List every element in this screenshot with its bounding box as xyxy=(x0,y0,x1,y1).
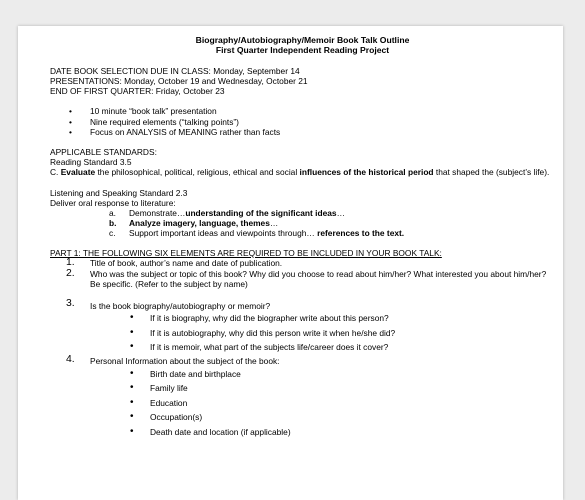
list-item xyxy=(109,218,555,228)
list-item xyxy=(69,127,555,137)
bullet-icon: • xyxy=(130,396,134,408)
list-item-text: Education xyxy=(150,397,188,408)
list-item-text: 10 minute “book talk” presentation xyxy=(90,106,217,117)
list-item xyxy=(69,117,555,127)
title-line-2: First Quarter Independent Reading Project xyxy=(215,45,390,56)
item-text: Personal Information about the subject of the book: xyxy=(90,356,280,367)
item-3-sub-list xyxy=(50,311,555,355)
list-letter: a. xyxy=(109,208,116,219)
standard-c-paragraph xyxy=(50,167,555,177)
item-number: 1. xyxy=(66,256,75,268)
item-plain-text: Demonstrate… xyxy=(129,208,186,219)
standard-c-bold-1: Evaluate xyxy=(60,167,96,178)
bullet-icon: • xyxy=(130,341,134,353)
document-title xyxy=(50,35,555,56)
item-after-text: … xyxy=(336,208,345,219)
list-item-text: If it is biography, why did the biographer write about this person? xyxy=(150,313,389,324)
dates-block xyxy=(50,66,555,97)
list-item xyxy=(130,340,555,355)
item-number: 2. xyxy=(66,267,75,279)
title-line-1: Biography/Autobiography/Memoir Book Talk Outline xyxy=(195,35,410,45)
item-number: 4. xyxy=(66,353,75,365)
numbered-item-2 xyxy=(66,269,555,290)
list-item-text: If it is autobiography, why did this person write it when he/she did? xyxy=(150,327,396,338)
list-item-text xyxy=(129,218,278,228)
document-page xyxy=(18,26,563,500)
numbered-item-1 xyxy=(66,258,555,269)
numbered-item-4 xyxy=(66,355,555,367)
list-item-text: Family life xyxy=(150,383,188,394)
list-item xyxy=(130,425,555,440)
standard-lettered-list xyxy=(50,208,555,239)
standard-c-prefix: C. xyxy=(50,167,61,178)
part1-section xyxy=(50,248,555,440)
list-item-text xyxy=(129,228,404,238)
presentations-line: PRESENTATIONS: Monday, October 19 and Wednesday, October 21 xyxy=(50,76,308,87)
item-bold-text: understanding of the significant ideas xyxy=(185,208,337,219)
bullet-icon: • xyxy=(130,312,134,324)
standard-c-end: that shaped the (subject’s life). xyxy=(433,167,550,178)
item-text: Title of book, author’s name and date of publication. xyxy=(90,258,283,269)
list-item xyxy=(109,228,555,238)
list-item-text: Death date and location (if applicable) xyxy=(150,427,291,438)
item-number: 3. xyxy=(66,298,75,310)
bullet-icon: • xyxy=(69,106,72,117)
list-item xyxy=(130,367,555,382)
list-letter: c. xyxy=(109,228,116,239)
item-bold-text: Analyze imagery, language, themes xyxy=(129,218,270,229)
list-item xyxy=(69,106,555,116)
item-text: Is the book biography/autobiography or memoir? xyxy=(90,300,271,311)
bullet-icon: • xyxy=(69,116,72,127)
numbered-item-3 xyxy=(66,299,555,311)
summary-bullet-list xyxy=(50,106,555,137)
bullet-icon: • xyxy=(130,367,134,379)
reading-standard: Reading Standard 3.5 xyxy=(50,157,132,168)
document-content xyxy=(50,35,555,440)
item-after-text: … xyxy=(269,218,279,229)
list-item-text: Occupation(s) xyxy=(150,412,203,423)
standards-section xyxy=(50,147,555,239)
standards-heading: APPLICABLE STANDARDS: xyxy=(50,147,157,158)
item-4-sub-list xyxy=(50,367,555,440)
item-plain-text: Support important ideas and viewpoints through… xyxy=(129,228,318,239)
bullet-icon: • xyxy=(69,126,72,137)
list-item xyxy=(130,410,555,425)
bullet-icon: • xyxy=(130,411,134,423)
deliver-line: Deliver oral response to literature: xyxy=(50,197,176,208)
list-item xyxy=(109,208,555,218)
listening-standard: Listening and Speaking Standard 2.3 xyxy=(50,187,188,198)
list-item-text: If it is memoir, what part of the subjects life/career does it cover? xyxy=(150,342,389,353)
list-item xyxy=(130,396,555,411)
bullet-icon: • xyxy=(130,326,134,338)
list-item-text: Nine required elements (“talking points”) xyxy=(90,116,239,127)
bullet-icon: • xyxy=(130,426,134,438)
list-letter: b. xyxy=(109,218,117,229)
list-item-text: Birth date and birthplace xyxy=(150,368,241,379)
bullet-icon: • xyxy=(130,382,134,394)
item-text: Who was the subject or topic of this book? Why did you choose to read about him/her? What interested you about him/her? Be specific. (Refer to the subject by name) xyxy=(90,269,547,290)
standard-c-middle: the philosophical, political, religious, ethical and social xyxy=(95,167,300,178)
list-item xyxy=(130,311,555,326)
list-item xyxy=(130,381,555,396)
standard-c-bold-2: influences of the historical period xyxy=(299,167,434,178)
list-item-text: Focus on ANALYSIS of MEANING rather than facts xyxy=(90,126,281,137)
list-item xyxy=(130,326,555,341)
quarter-end-line: END OF FIRST QUARTER: Friday, October 23 xyxy=(50,86,225,97)
date-selection-line: DATE BOOK SELECTION DUE IN CLASS: Monday, September 14 xyxy=(50,65,300,76)
list-item-text xyxy=(129,208,345,218)
item-bold-text: references to the text. xyxy=(317,228,405,239)
part1-heading: PART 1: THE FOLLOWING SIX ELEMENTS ARE REQUIRED TO BE INCLUDED IN YOUR BOOK TALK: xyxy=(50,247,442,258)
